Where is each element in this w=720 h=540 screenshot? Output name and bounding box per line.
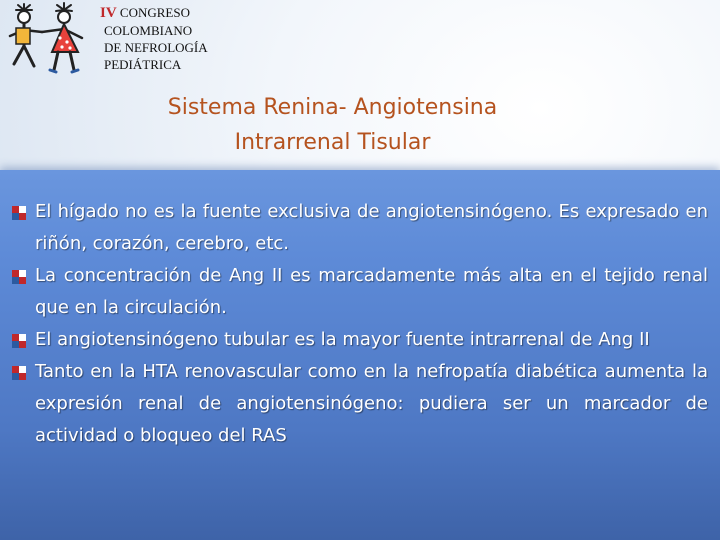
bullet-item <box>0 356 720 452</box>
children-figures-logo <box>2 2 94 78</box>
bullet-item <box>0 324 720 356</box>
bullet-item <box>0 260 720 324</box>
stacked-square-bullet-icon <box>12 334 26 348</box>
slide-title-line2: Intrarrenal Tisular <box>234 130 431 155</box>
congress-line4: PEDIÁTRICA <box>104 57 182 72</box>
bullet-list <box>0 196 720 452</box>
slide-title <box>110 90 555 160</box>
bullet-text: Tanto en la HTA renovascular como en la nefropatía diabética aumenta la expresión renal de angiotensinógeno: pudiera ser un marcador de actividad o bloqueo del RAS <box>35 361 708 446</box>
congress-line3: DE NEFROLOGÍA <box>104 40 208 55</box>
congress-line2: COLOMBIANO <box>104 23 193 38</box>
congress-roman-numeral: IV <box>100 5 117 21</box>
stacked-square-bullet-icon <box>12 270 26 284</box>
stacked-square-bullet-icon <box>12 206 26 220</box>
slide-title-line1: Sistema Renina- Angiotensina <box>167 95 498 120</box>
congress-name <box>100 4 300 73</box>
bullet-item <box>0 196 720 260</box>
bullet-text: La concentración de Ang II es marcadamente más alta en el tejido renal que en la circulación. <box>35 265 708 318</box>
children-figures-logo-graphic <box>2 2 94 78</box>
stacked-square-bullet-icon <box>12 366 26 380</box>
congress-line1: CONGRESO <box>116 5 190 20</box>
bullet-text: El angiotensinógeno tubular es la mayor fuente intrarrenal de Ang II <box>35 329 650 350</box>
bullet-text: El hígado no es la fuente exclusiva de angiotensinógeno. Es expresado en riñón, corazón, cerebro, etc. <box>35 201 708 254</box>
